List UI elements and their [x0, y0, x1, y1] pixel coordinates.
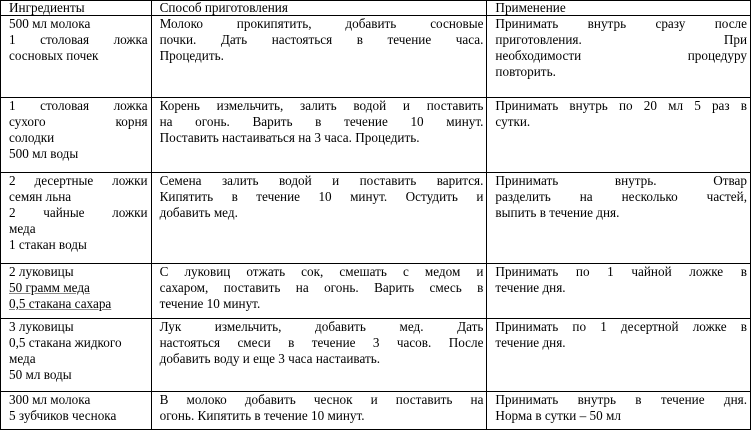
- method-line: Поставить настаиваться на 3 часа. Процедить.: [159, 130, 420, 145]
- ingredient-line: 500 мл воды: [9, 146, 79, 161]
- usage-line: Принимать внутрь в течение дня.: [495, 392, 747, 407]
- ingredient-line: 300 мл молока: [9, 392, 91, 407]
- ingredients-cell: [1, 392, 152, 430]
- method-line: В молоко добавить чеснок и поставить на: [159, 392, 484, 407]
- method-line: добавить воду и еще 3 часа настаивать.: [159, 351, 381, 366]
- method-line: почки. Дать настояться в течение часа.: [159, 32, 484, 47]
- usage-cell: [487, 16, 751, 98]
- method-line: Корень измельчить, залить водой и поставить: [159, 98, 484, 113]
- usage-line: Норма в сутки – 50 мл: [495, 408, 621, 423]
- ingredient-line: 1 стакан воды: [9, 237, 87, 252]
- ingredient-line: солодки: [9, 130, 55, 145]
- method-line: Лук измельчить, добавить мед. Дать: [159, 319, 484, 334]
- ingredient-line: 0,5 стакана жидкого: [9, 335, 122, 350]
- ingredient-line: сухого корня: [9, 114, 148, 129]
- header-usage: Применение: [487, 1, 751, 16]
- usage-line: Принимать по 1 чайной ложке в: [495, 264, 747, 279]
- ingredient-line: 1 столовая ложка: [9, 98, 148, 113]
- ingredient-line: сосновых почек: [9, 48, 99, 63]
- method-line: Процедить.: [159, 48, 224, 63]
- method-line: сахаром, поставить на огонь. Варить смесь в: [159, 280, 484, 295]
- ingredient-line: 3 луковицы: [9, 319, 74, 334]
- usage-line: течение дня.: [495, 280, 566, 295]
- ingredients-cell: [1, 98, 152, 173]
- table-row: [1, 319, 751, 392]
- method-line: огонь. Кипятить в течение 10 минут.: [159, 408, 365, 423]
- method-cell: [151, 173, 487, 264]
- ingredient-line: 5 зубчиков чеснока: [9, 408, 117, 423]
- method-line: Семена залить водой и поставить варится.: [159, 173, 484, 188]
- table-row: [1, 173, 751, 264]
- usage-cell: [487, 264, 751, 319]
- usage-cell: [487, 173, 751, 264]
- ingredients-cell: [1, 319, 152, 392]
- ingredients-cell: [1, 16, 152, 98]
- method-line: настояться смеси в течение 3 часов. После: [159, 335, 484, 350]
- ingredients-cell: [1, 173, 152, 264]
- ingredient-line: 50 мл воды: [9, 367, 72, 382]
- method-cell: [151, 264, 487, 319]
- usage-line: течение дня.: [495, 335, 566, 350]
- method-line: Молоко прокипятить, добавить сосновые: [159, 16, 484, 31]
- usage-cell: [487, 98, 751, 173]
- usage-line: выпить в течение дня.: [495, 205, 620, 220]
- table-row: [1, 98, 751, 173]
- table-header-row: [1, 1, 751, 16]
- usage-line: Принимать внутрь по 20 мл 5 раз в: [495, 98, 747, 113]
- usage-cell: [487, 392, 751, 430]
- table-row: [1, 392, 751, 430]
- ingredient-line: 50 грамм меда: [9, 280, 90, 295]
- ingredient-line: меда: [9, 221, 36, 236]
- ingredient-line: 2 чайные ложки: [9, 205, 148, 220]
- method-line: на огонь. Варить в течение 10 минут.: [159, 114, 484, 129]
- method-cell: [151, 98, 487, 173]
- ingredient-line: 2 десертные ложки: [9, 173, 148, 188]
- method-cell: [151, 392, 487, 430]
- table-row: [1, 16, 751, 98]
- method-line: добавить мед.: [159, 205, 238, 220]
- method-cell: [151, 16, 487, 98]
- table-row: [1, 264, 751, 319]
- ingredients-cell: [1, 264, 152, 319]
- usage-line: приготовления. При: [495, 32, 747, 47]
- ingredient-line: 1 столовая ложка: [9, 32, 148, 47]
- usage-line: Принимать внутрь сразу после: [495, 16, 747, 31]
- usage-line: повторить.: [495, 64, 556, 79]
- method-line: С луковиц отжать сок, смешать с медом и: [159, 264, 484, 279]
- method-line: течение 10 минут.: [159, 296, 261, 311]
- usage-cell: [487, 319, 751, 392]
- header-method: Способ приготовления: [151, 1, 487, 16]
- ingredient-line: 0,5 стакана сахара: [9, 296, 112, 311]
- ingredient-line: меда: [9, 351, 36, 366]
- method-line: Кипятить в течение 10 минут. Остудить и: [159, 189, 484, 204]
- ingredient-line: семян льна: [9, 189, 72, 204]
- header-ingredients: Ингредиенты: [1, 1, 152, 16]
- method-cell: [151, 319, 487, 392]
- usage-line: Принимать внутрь. Отвар: [495, 173, 747, 188]
- usage-line: сутки.: [495, 114, 531, 129]
- ingredient-line: 500 мл молока: [9, 16, 91, 31]
- usage-line: разделить на несколько частей,: [495, 189, 747, 204]
- usage-line: Принимать по 1 десертной ложке в: [495, 319, 747, 334]
- usage-line: необходимости процедуру: [495, 48, 747, 63]
- ingredient-line: 2 луковицы: [9, 264, 74, 279]
